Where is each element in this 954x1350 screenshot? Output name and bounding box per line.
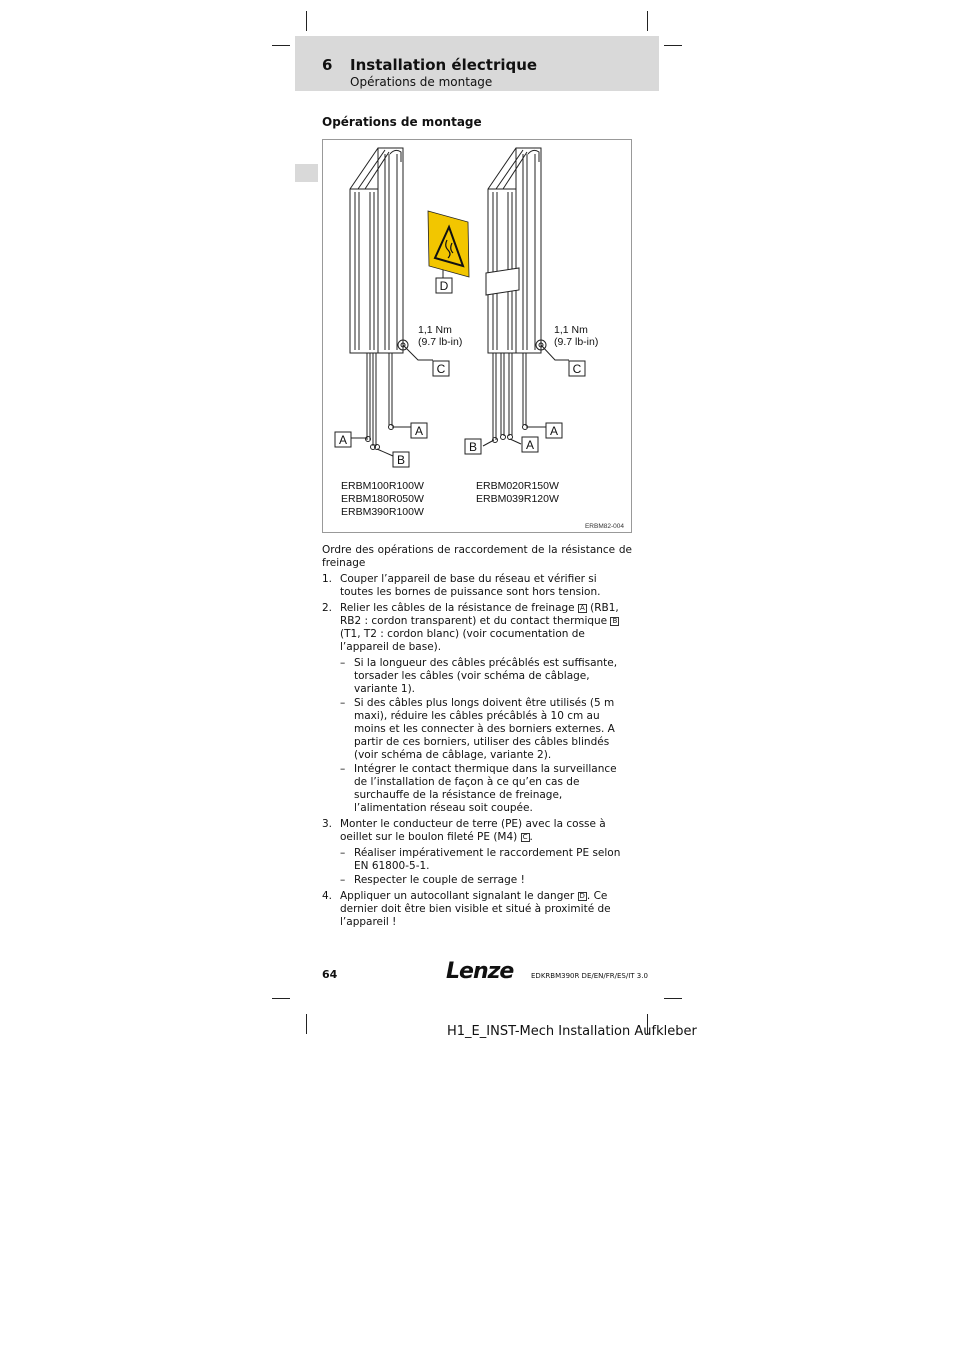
model-right-2: ERBM039R120W (476, 493, 559, 505)
step-number: 3. (322, 818, 333, 830)
ref-d-box: D (579, 892, 585, 900)
chapter-title: Installation électrique (350, 56, 538, 74)
step-3 (322, 818, 632, 844)
file-note: H1_E_INST-Mech Installation Aufkleber (447, 1024, 697, 1039)
sub-item: – Réaliser impérativement le raccordement PE selon EN 61800-5-1. (340, 847, 621, 872)
figure-id: ERBM82-004 (584, 523, 624, 530)
label-b-right: B (468, 440, 478, 454)
instructions (322, 544, 632, 932)
step-4 (322, 890, 632, 929)
ref-c-box: C (522, 833, 528, 841)
step-1 (322, 573, 632, 599)
label-d: D (439, 279, 449, 293)
intro-text: Ordre des opérations de raccordement de la résistance de freinage (322, 544, 632, 569)
step-text: Relier les câbles de la résistance de freinage A (RB1, RB2 : cordon transparent) et du contact thermique B (T1, T2 : cordon blanc) (voir cocumentation de l’appareil de base). (340, 602, 619, 653)
model-right-1: ERBM020R150W (476, 480, 559, 492)
language-tab-marker (295, 164, 318, 182)
step-text: Couper l’appareil de base du réseau et vérifier si toutes les bornes de puissance sont hors tension. (340, 573, 601, 598)
label-a-right-lower: A (525, 438, 535, 452)
step-number: 1. (322, 573, 333, 585)
label-c-left: C (436, 362, 446, 376)
mounting-figure (322, 139, 632, 533)
crop-mark (306, 11, 307, 31)
brake-resistor-drawing (323, 140, 631, 532)
section-heading: Opérations de montage (322, 115, 482, 129)
ref-a-box: A (580, 604, 585, 612)
label-a-left-lower: A (338, 433, 348, 447)
model-left-1: ERBM100R100W (341, 480, 424, 492)
sub-item: – Respecter le couple de serrage ! (340, 874, 525, 886)
model-left-3: ERBM390R100W (341, 506, 424, 518)
torque-right: 1,1 Nm (554, 324, 588, 336)
torque-right-imperial: (9.7 lb-in) (554, 336, 599, 348)
chapter-subtitle: Opérations de montage (350, 75, 493, 89)
crop-mark (306, 1014, 307, 1034)
crop-mark (272, 998, 290, 999)
crop-mark (664, 45, 682, 46)
torque-left-imperial: (9.7 lb-in) (418, 336, 463, 348)
sub-item: – Si la longueur des câbles précâblés est suffisante, torsader les câbles (voir schéma de câblage, variante 1). (340, 657, 618, 695)
sub-item: – Intégrer le contact thermique dans la surveillance de l’installation de façon à ce qu’en cas de surchauffe de la résistance de freinage, l’alimentation réseau soit coupée. (340, 763, 617, 814)
ref-b-box: B (612, 617, 618, 625)
step-text: Appliquer un autocollant signalant le danger D . Ce dernier doit être bien visible et situé à proximité de l’appareil ! (340, 890, 611, 928)
label-a-left-upper: A (414, 424, 424, 438)
label-c-right: C (572, 362, 582, 376)
crop-mark (272, 45, 290, 46)
label-b-left: B (396, 453, 406, 467)
chapter-number: 6 (322, 56, 333, 74)
step-2 (322, 602, 632, 654)
crop-mark (664, 998, 682, 999)
step-number: 2. (322, 602, 333, 614)
torque-left: 1,1 Nm (418, 324, 452, 336)
crop-mark (647, 11, 648, 31)
model-left-2: ERBM180R050W (341, 493, 424, 505)
sub-item: – Si des câbles plus longs doivent être utilisés (5 m maxi), réduire les câbles précâblés à 10 cm au moins et les connecter à des borniers externes. A partir de ces borniers, utiliser des câbles blindés (voir schéma de câblage, variante 2). (340, 697, 615, 761)
document-code: EDKRBM390R DE/EN/FR/ES/IT 3.0 (531, 972, 648, 980)
lenze-logo: Lenze (446, 959, 514, 984)
page-number: 64 (322, 968, 338, 981)
label-a-right-upper: A (549, 424, 559, 438)
step-text: Monter le conducteur de terre (PE) avec la cosse à oeillet sur le boulon fileté PE (M4) C . (340, 818, 606, 843)
step-number: 4. (322, 890, 333, 902)
